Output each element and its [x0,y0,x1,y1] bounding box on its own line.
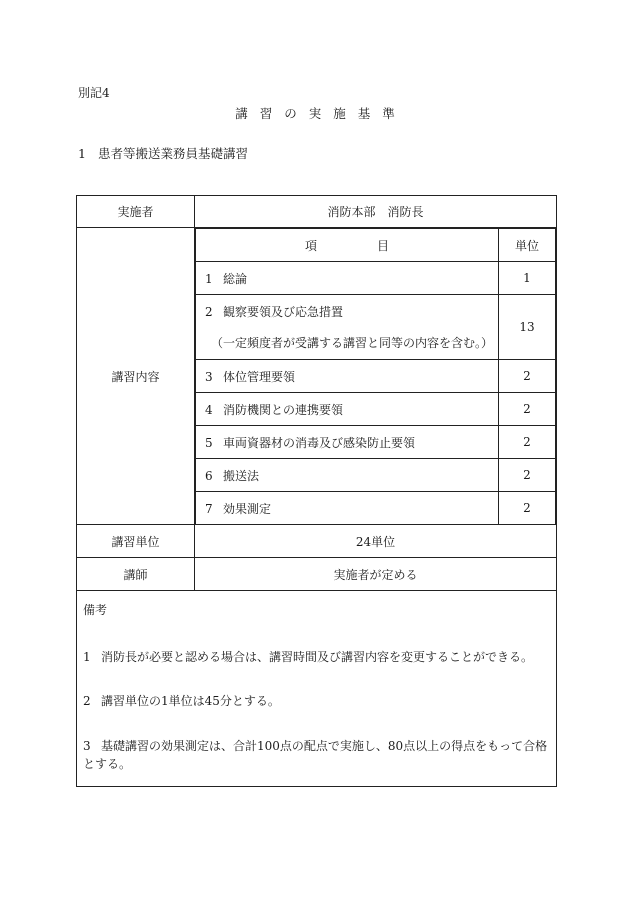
item-units: 2 [499,360,556,393]
table-row [196,492,556,525]
remark-text: 消防長が必要と認める場合は、講習時間及び講習内容を変更することができる。 [101,649,534,664]
table-row [196,426,556,459]
remark-number: 1 [83,649,91,664]
title-char: 講 [235,106,248,121]
item-units: 13 [499,295,556,360]
item-header-char: 目 [377,238,390,253]
title-char: の [284,106,297,121]
implementer-value: 消防本部 消防長 [195,196,557,228]
item-units: 2 [499,426,556,459]
instructor-value: 実施者が定める [195,558,557,591]
item-number: 6 [205,468,213,483]
item-name: 車両資器材の消毒及び感染防止要領 [223,435,416,450]
remark-item [83,648,550,667]
item-number: 7 [205,501,213,516]
annex-label: 別記4 [78,86,110,100]
remark-item [83,737,550,774]
total-units-value: 24単位 [195,525,557,558]
section-title: 患者等搬送業務員基礎講習 [98,146,249,161]
item-name: 搬送法 [223,468,260,483]
remark-text: 講習単位の1単位は45分とする。 [101,694,280,709]
table-row [196,262,556,295]
item-header-char: 項 [304,238,317,253]
section-heading [78,144,248,162]
unit-header: 単位 [499,229,556,262]
item-number: 1 [205,271,213,286]
remark-item [83,692,550,711]
item-name: 総論 [223,271,248,286]
item-header [196,229,499,262]
item-units: 1 [499,262,556,295]
item-units: 2 [499,459,556,492]
remark-text: 基礎講習の効果測定は、合計100点の配点で実施し、80点以上の得点をもって合格とする。 [83,738,548,772]
table-row [196,459,556,492]
title-char: 準 [382,106,395,121]
item-name: 消防機関との連携要領 [223,402,344,417]
item-number: 5 [205,435,213,450]
table-row [196,360,556,393]
item-note: （一定頻度者が受講する講習と同等の内容を含む。） [211,336,494,350]
title-char: 施 [333,106,346,121]
remarks-title: 備考 [83,603,108,617]
title-char: 基 [357,106,371,121]
item-number: 3 [205,369,213,384]
title-char: 習 [259,106,273,121]
table-row [196,393,556,426]
section-number: 1 [78,146,86,161]
course-standard-table [76,195,557,787]
item-number: 4 [205,402,213,417]
remark-number: 3 [83,738,91,753]
item-name: 効果測定 [223,501,272,516]
implementer-label: 実施者 [77,196,195,228]
remarks-section [77,591,557,787]
table-row [196,295,556,360]
content-items-table [195,228,556,524]
content-label: 講習内容 [77,228,195,525]
item-units: 2 [499,492,556,525]
total-units-label: 講習単位 [77,525,195,558]
document-title [0,104,630,122]
instructor-label: 講師 [77,558,195,591]
title-char: 実 [308,106,322,121]
item-number: 2 [205,305,213,319]
item-units: 2 [499,393,556,426]
remark-number: 2 [83,694,91,709]
item-name: 観察要領及び応急措置 [223,305,344,319]
item-name: 体位管理要領 [223,369,296,384]
